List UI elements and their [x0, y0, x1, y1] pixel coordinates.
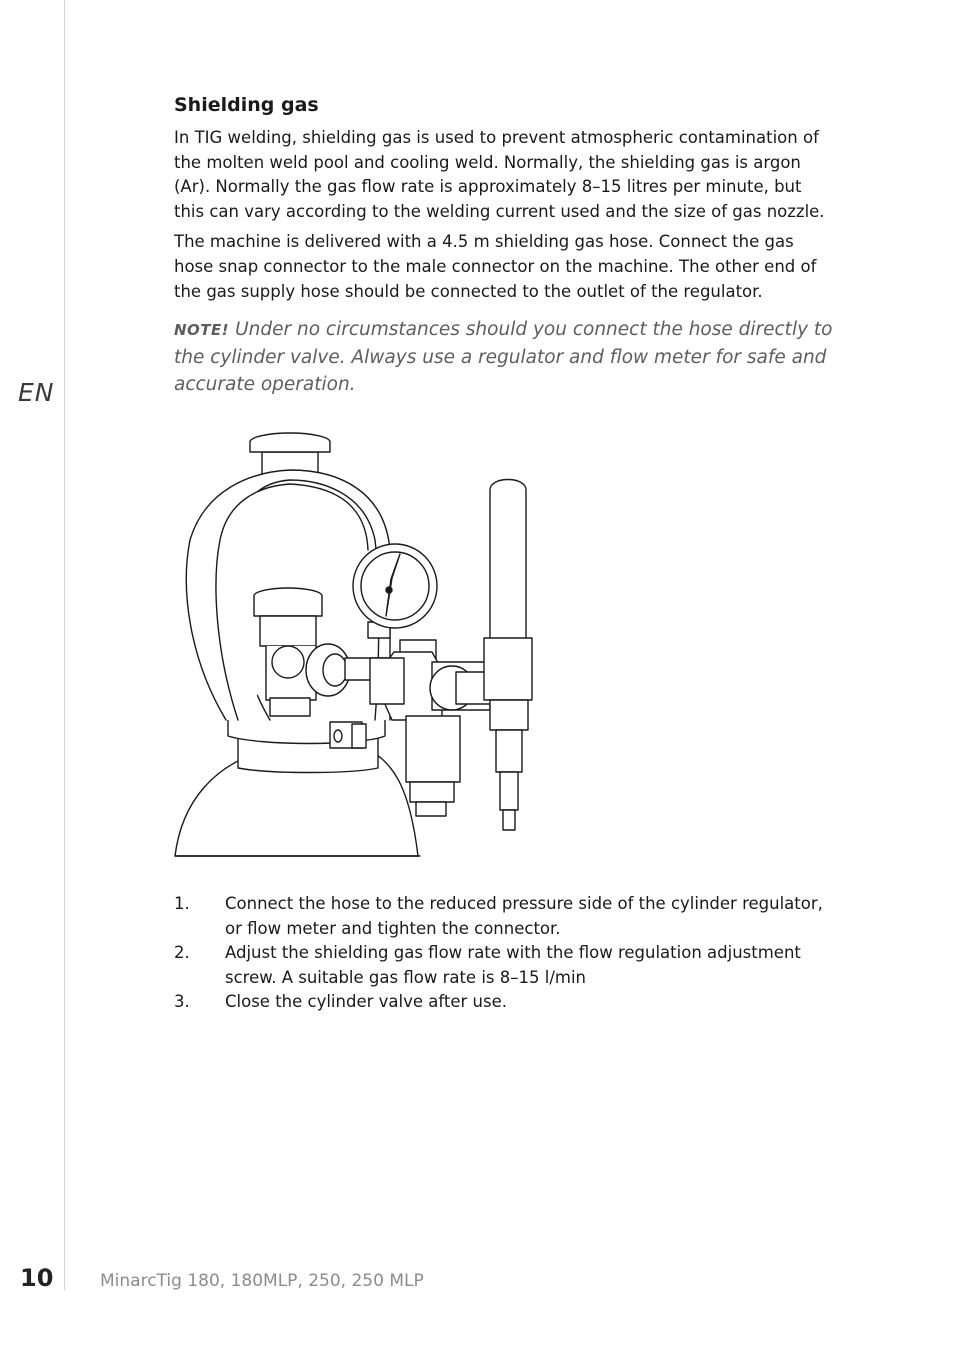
footer-product-title: MinarcTig 180, 180MLP, 250, 250 MLP — [100, 1271, 424, 1291]
section-title: Shielding gas — [174, 94, 319, 116]
page-number: 10 — [20, 1264, 54, 1292]
step-text: Adjust the shielding gas flow rate with the flow regulation adjustment screw. A suitable gas flow rate is 8–15 l/min — [225, 943, 801, 987]
language-tag: EN — [18, 378, 55, 407]
flow-meter-icon — [484, 480, 532, 831]
step-text: Connect the hose to the reduced pressure side of the cylinder regulator, or flow meter and tighten the connector. — [225, 894, 823, 938]
step-number: 1. — [174, 894, 190, 913]
step-number: 3. — [174, 992, 190, 1012]
main-content — [174, 92, 834, 398]
gas-cylinder — [175, 711, 420, 857]
step-text: Close the cylinder valve after use. — [225, 992, 507, 1012]
step-number: 2. — [174, 943, 190, 963]
step-item — [174, 941, 834, 990]
intro-paragraph: In TIG welding, shielding gas is used to prevent atmospheric contamination of the molten weld pool and cooling weld. Normally, the shielding gas is argon (Ar). Normally the gas flow rate is approximately 8–15 litres per minute, but this can vary according to the welding current used and the size of gas nozzle. — [174, 128, 825, 221]
cylinder-clamp — [330, 722, 366, 748]
hose-paragraph: The machine is delivered with a 4.5 m shielding gas hose. Connect the gas hose snap connector to the male connector on the machine. The other end of the gas supply hose should be connected to the outlet of the regulator. — [174, 232, 817, 301]
regulator-illustration — [170, 430, 540, 860]
safety-note — [174, 316, 834, 398]
note-text: Under no circumstances should you connect the hose directly to the cylinder valve. Always use a regulator and flow meter for safe and accurate operation. — [174, 319, 833, 396]
step-item — [174, 990, 834, 1015]
note-label: NOTE! — [174, 321, 230, 340]
procedure-steps — [174, 892, 834, 1015]
step-item — [174, 892, 834, 941]
margin-rule — [64, 0, 65, 1290]
